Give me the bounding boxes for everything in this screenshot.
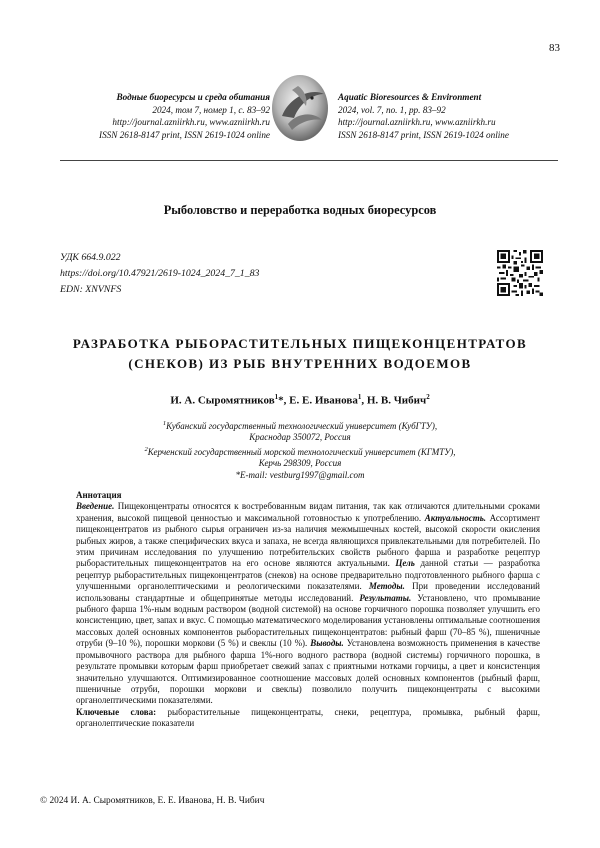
doi-link[interactable]: https://doi.org/10.47921/2619-1024_2024_7_1_83 — [60, 268, 260, 279]
author-2: Е. Е. Иванова — [289, 394, 358, 407]
keywords-text: рыборастительные пищеконцентраты, снеки, рецептура, промывка, рыбный фарш, органолептические показатели — [76, 706, 540, 729]
article-meta — [60, 250, 259, 298]
journal-issue-ru: 2024, том 7, номер 1, с. 83–92 — [152, 104, 270, 115]
author-1-corresponding: * — [278, 394, 284, 407]
abstract-relevance-label: Актуальность. — [424, 512, 487, 523]
abstract — [76, 490, 540, 730]
abstract-heading: Аннотация — [76, 490, 122, 500]
abstract-body — [76, 501, 540, 706]
author-2-affil: 1 — [357, 393, 362, 401]
keywords — [76, 707, 540, 730]
abstract-results-label: Результаты. — [359, 592, 412, 603]
section-title: Рыболовство и переработка водных биоресурсов — [163, 203, 437, 217]
abstract-goal-text: данной статьи — разработка рецептур рыборастительных пищеконцентратов (снеков) на основе предварительно подготовленного рыбного фарша с улучшенными органолептическими и реологическими показателями. — [76, 558, 540, 592]
article-title-line-1: РАЗРАБОТКА РЫБОРАСТИТЕЛЬНЫХ ПИЩЕКОНЦЕНТРАТОВ — [72, 336, 528, 351]
author-3-affil: 2 — [426, 393, 430, 401]
header-divider — [60, 160, 558, 161]
article-title — [40, 334, 560, 374]
affiliation-2-address: Керчь 298309, Россия — [258, 458, 342, 469]
journal-header-ru — [60, 91, 270, 141]
edn-code: EDN: XNVNFS — [60, 284, 122, 295]
abstract-conclusions-text: Установлена возможность применения в качестве промывочного раствора для рыбного фарша 1%-ного водного раствора (водной системы) горчичного порошка, в результате промывки которым фарш приобретает свежий запах с приятными нотками горчицы, а цвет и консистенция значительно улучшаются. Оптимизированное соотношение массовых долей основных компонентов (рыбный фарш, пшеничные отруби, порошки моркови и свеклы) позволило получить пищеконцентраты с высокими органолептическими показателями. — [76, 638, 540, 706]
abstract-relevance-text: Ассортимент пищеконцентратов из рыбного сырья ограничен из-за наличия межмышечных костей, высокой скорости окисления рыбных жиров, а также специфических вкуса и запаха, не всегда являющихся привлекательными для потребителей. По этим причинам исследования по улучшению потребительских свойств рыбного фарша и разработке рецептур рыборастительных пищеконцентратов на его основе являются актуальными. — [76, 512, 540, 569]
journal-issue-en: 2024, vol. 7, no. 1, pp. 83–92 — [338, 104, 446, 115]
abstract-goal-label: Цель — [395, 558, 415, 569]
author-1: И. А. Сыромятников — [170, 394, 275, 407]
article-title-line-2: (СНЕКОВ) ИЗ РЫБ ВНУТРЕННИХ ВОДОЕМОВ — [128, 356, 472, 371]
abstract-conclusions-label: Выводы. — [310, 638, 344, 649]
abstract-methods-label: Методы. — [368, 581, 405, 592]
journal-issn-ru: ISSN 2618-8147 print, ISSN 2619-1024 online — [99, 129, 270, 140]
page-number: 83 — [549, 42, 560, 54]
journal-issn-en: ISSN 2618-8147 print, ISSN 2619-1024 online — [338, 129, 509, 140]
journal-urls-ru[interactable]: http://journal.azniirkh.ru, www.azniirkh.ru — [112, 117, 270, 128]
copyright-notice: © 2024 И. А. Сыромятников, Е. Е. Иванова, Н. В. Чибич — [40, 796, 265, 806]
abstract-results-text: Установлено, что промывание рыбного фарша 1%-ным водным раствором (водной системой) на основе горчичного порошка позволяет улучшить его консистенцию, цвет, запах и вкус. С помощью математического моделирования установлены оптимальные соотношения массовых долей основных компонентов рыборастительных пищеконцентратов: рыбный фарш (70–85 %), пшеничные отруби (9–10 %), порошки моркови (5 %) и свеклы (10 %). — [76, 592, 540, 649]
affiliations — [60, 418, 540, 481]
affiliation-2: $^2$Керченский государственный морской технологический университет (КГМТУ), — [144, 445, 456, 457]
journal-urls-en[interactable]: http://journal.azniirkh.ru, www.azniirkh.ru — [338, 117, 496, 128]
abstract-intro-text: Пищеконцентраты относятся к востребованным видам питания, так как отличаются длительными сроками хранения, высокой пищевой ценностью и максимальной готовностью к употреблению. — [76, 501, 540, 523]
keywords-label: Ключевые слова: — [76, 706, 157, 717]
journal-logo — [268, 72, 332, 144]
author-separator: , — [361, 394, 367, 407]
journal-title-en: Aquatic Bioresources & Environment — [338, 92, 482, 102]
qr-code-icon — [497, 250, 543, 296]
abstract-intro-label: Введение. — [76, 501, 115, 512]
corresponding-email[interactable]: *E-mail: vestburg1997@gmail.com — [235, 469, 365, 480]
author-3: Н. В. Чибич — [366, 394, 427, 407]
affiliation-1: $^1$Кубанский государственный технологический университет (КубГТУ), — [162, 420, 438, 431]
author-separator: , — [283, 394, 290, 407]
author-1-affil: 1 — [274, 393, 279, 401]
affiliation-1-address: Краснодар 350072, Россия — [249, 432, 351, 443]
journal-header-en — [338, 91, 558, 141]
udk-code: УДК 664.9.022 — [60, 252, 121, 263]
abstract-methods-text: При проведении исследований использованы стандартные и общепринятые методы исследований. — [76, 581, 540, 603]
authors — [0, 393, 600, 407]
journal-title-ru: Водные биоресурсы и среда обитания — [116, 92, 270, 102]
